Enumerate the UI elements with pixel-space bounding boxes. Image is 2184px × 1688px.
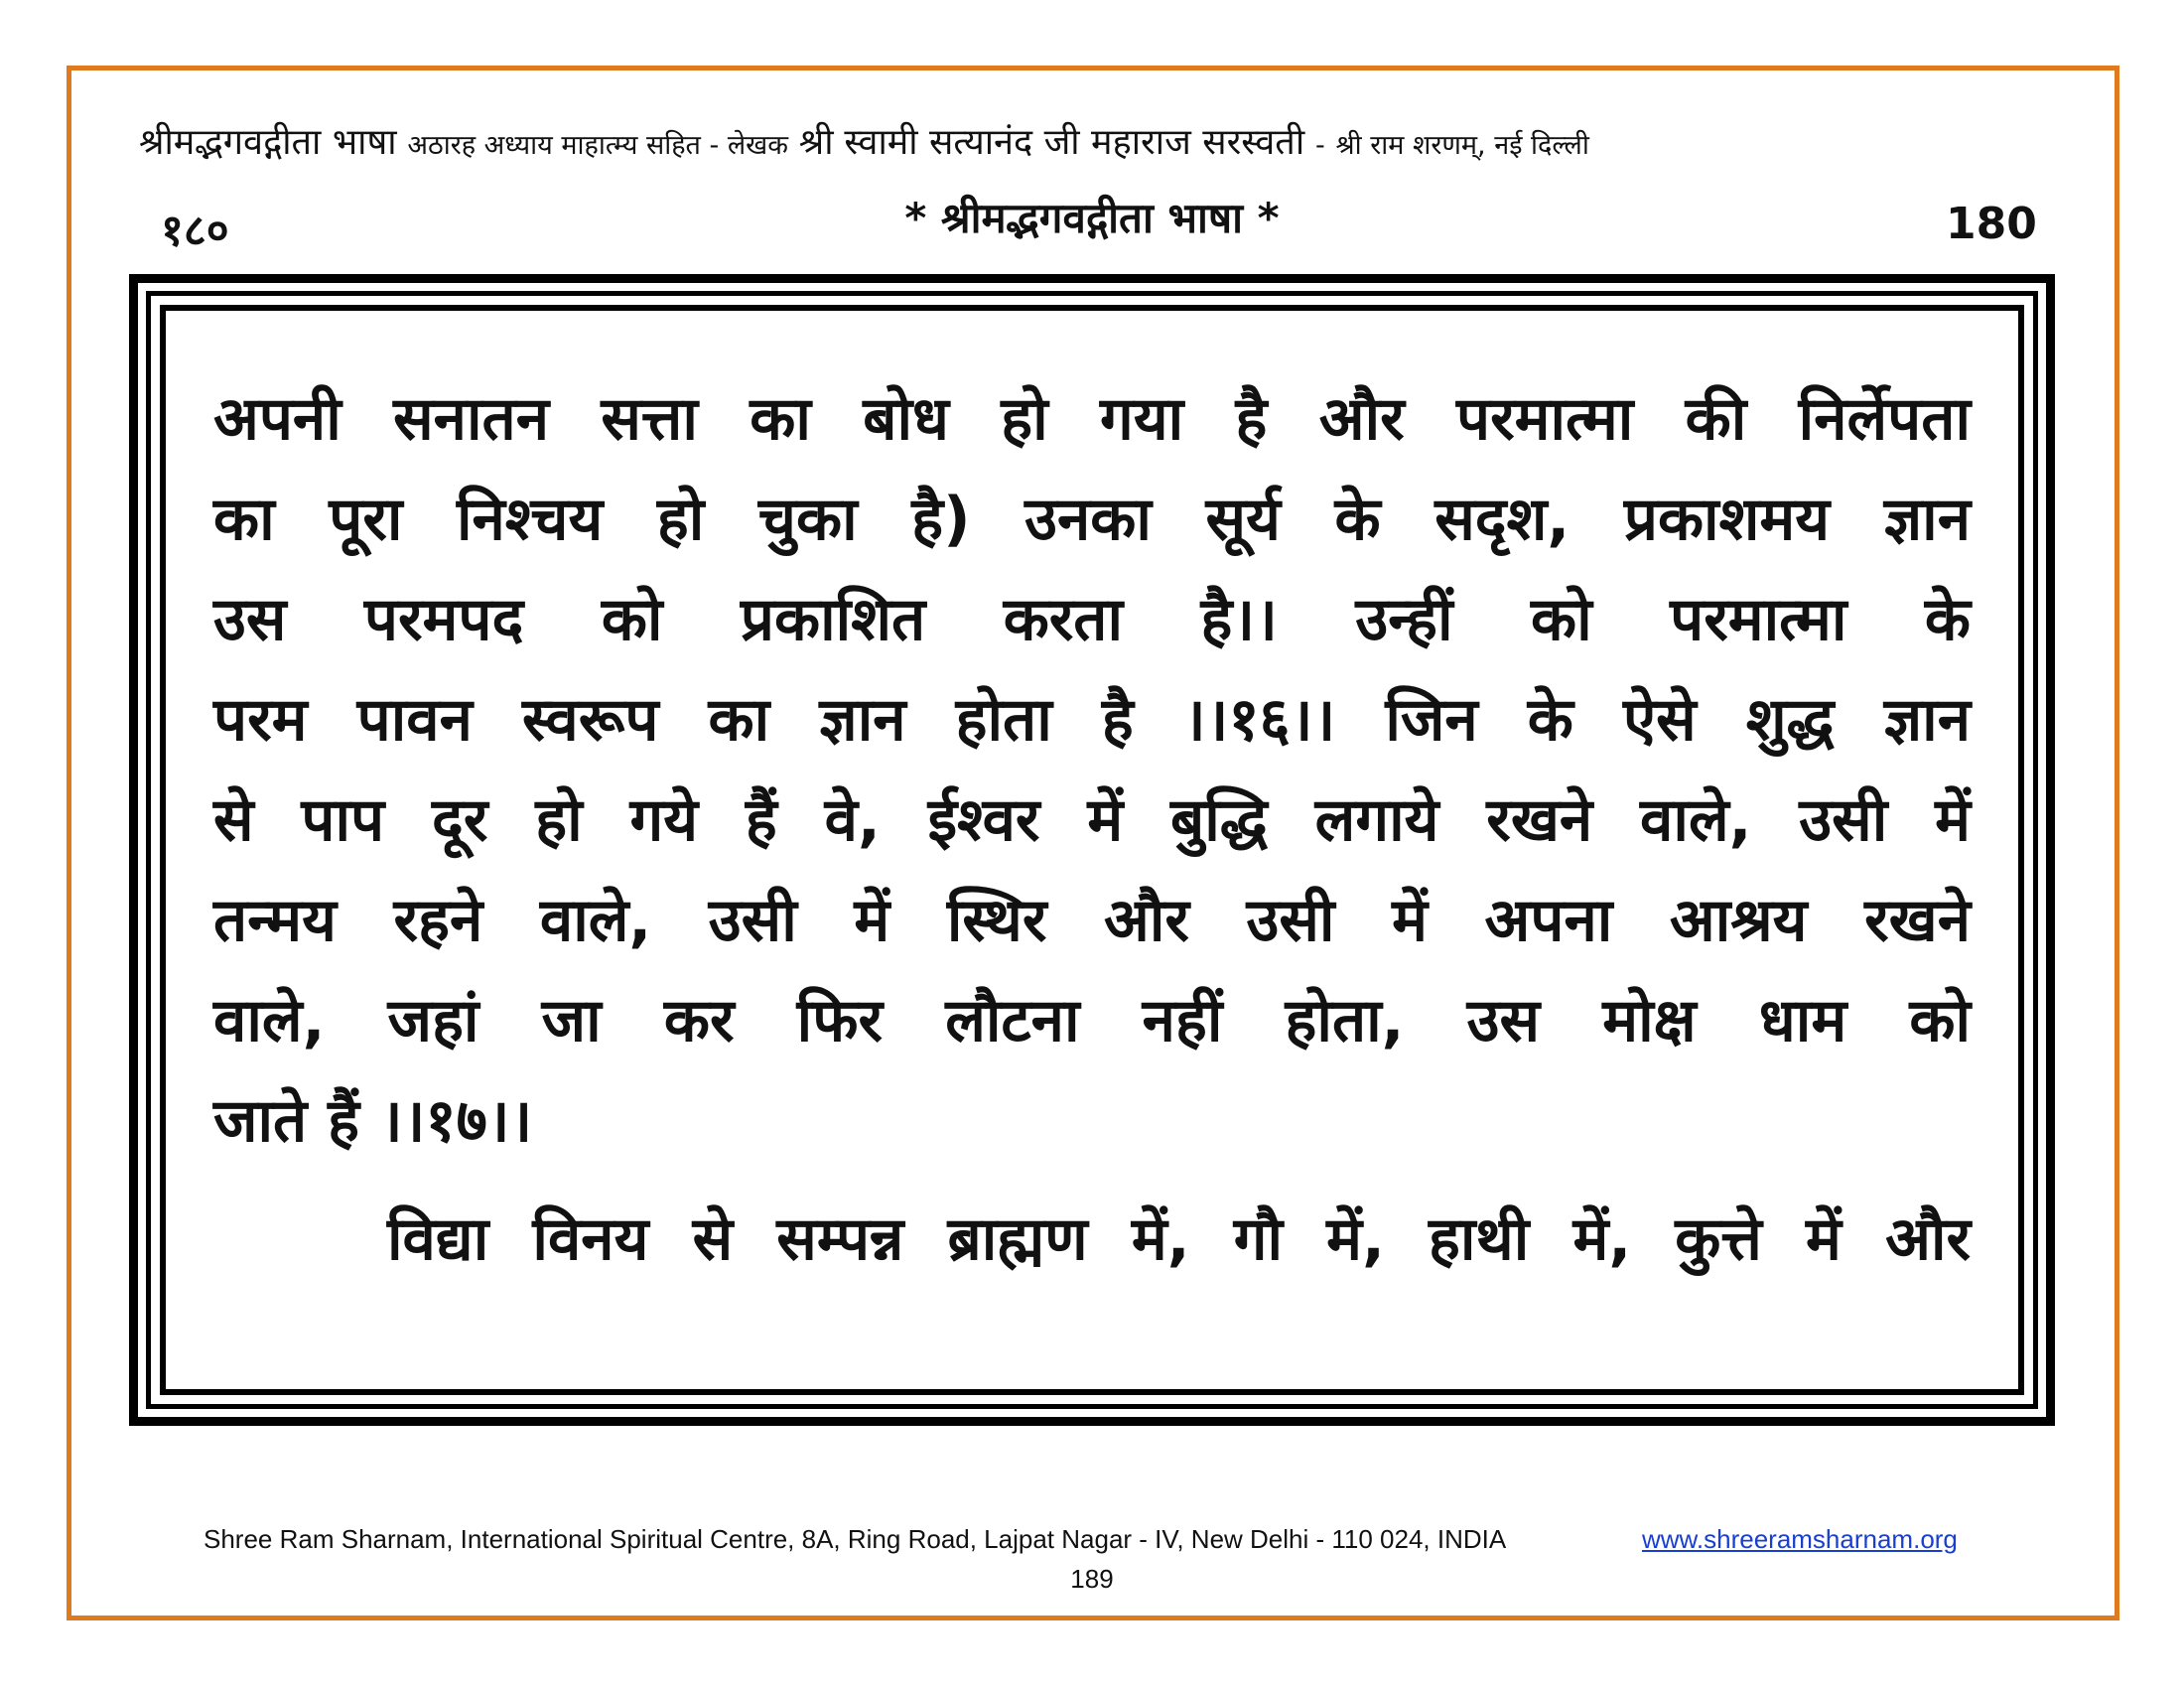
book-title: श्रीमद्भगवद्गीता भाषा: [139, 122, 397, 163]
text-line-new-paragraph: विद्या विनय से सम्पन्न ब्राह्मण में, गौ में, हाथी में, कुत्ते में और: [387, 1204, 1971, 1274]
text-line: अपनी सनातन सत्ता का बोध हो गया है और परमात्मा की निर्लेपता: [213, 384, 1971, 454]
footer-page-number: 189: [1070, 1564, 1114, 1594]
footer-address: Shree Ram Sharnam, International Spiritual Centre, 8A, Ring Road, Lajpat Nagar - IV, New Delhi - 110 024, INDIA: [204, 1524, 1507, 1554]
author-name: स्वामी सत्यानंद जी महाराज सरस्वती: [844, 122, 1305, 163]
publisher-name: श्री राम शरणम्, नई दिल्ली: [1335, 130, 1589, 161]
author-prefix: श्री: [798, 122, 834, 163]
website-link[interactable]: www.shreeramsharnam.org: [1642, 1524, 1958, 1554]
text-line: जाते हैं ।।१७।।: [213, 1086, 533, 1156]
page-number-arabic: 180: [1946, 199, 2037, 249]
page-number-devanagari: १८०: [161, 206, 229, 256]
text-line: उस परमपद को प्रकाशित करता है।। उन्हीं को परमात्मा के: [213, 585, 1971, 654]
document-header: [139, 117, 2055, 169]
header-separator: -: [1314, 130, 1325, 161]
scripture-text: [213, 369, 1971, 1290]
text-line: का पूरा निश्चय हो चुका है) उनका सूर्य के सदृश, प्रकाशमय ज्ञान: [213, 485, 1971, 554]
text-line: वाले, जहां जा कर फिर लौटना नहीं होता, उस मोक्ष धाम को: [213, 986, 1971, 1055]
text-line: तन्मय रहने वाले, उसी में स्थिर और उसी में अपना आश्रय रखने: [213, 886, 1971, 955]
text-line: परम पावन स्वरूप का ज्ञान होता है ।।१६।। जिन के ऐसे शुद्ध ज्ञान: [213, 685, 1971, 755]
text-line: से पाप दूर हो गये हैं वे, ईश्वर में बुद्धि लगाये रखने वाले, उसी में: [213, 785, 1971, 855]
book-subtitle: अठारह अध्याय माहात्म्य सहित - लेखक: [407, 130, 788, 161]
running-title: * श्रीमद्भगवद्गीता भाषा *: [904, 194, 1280, 242]
